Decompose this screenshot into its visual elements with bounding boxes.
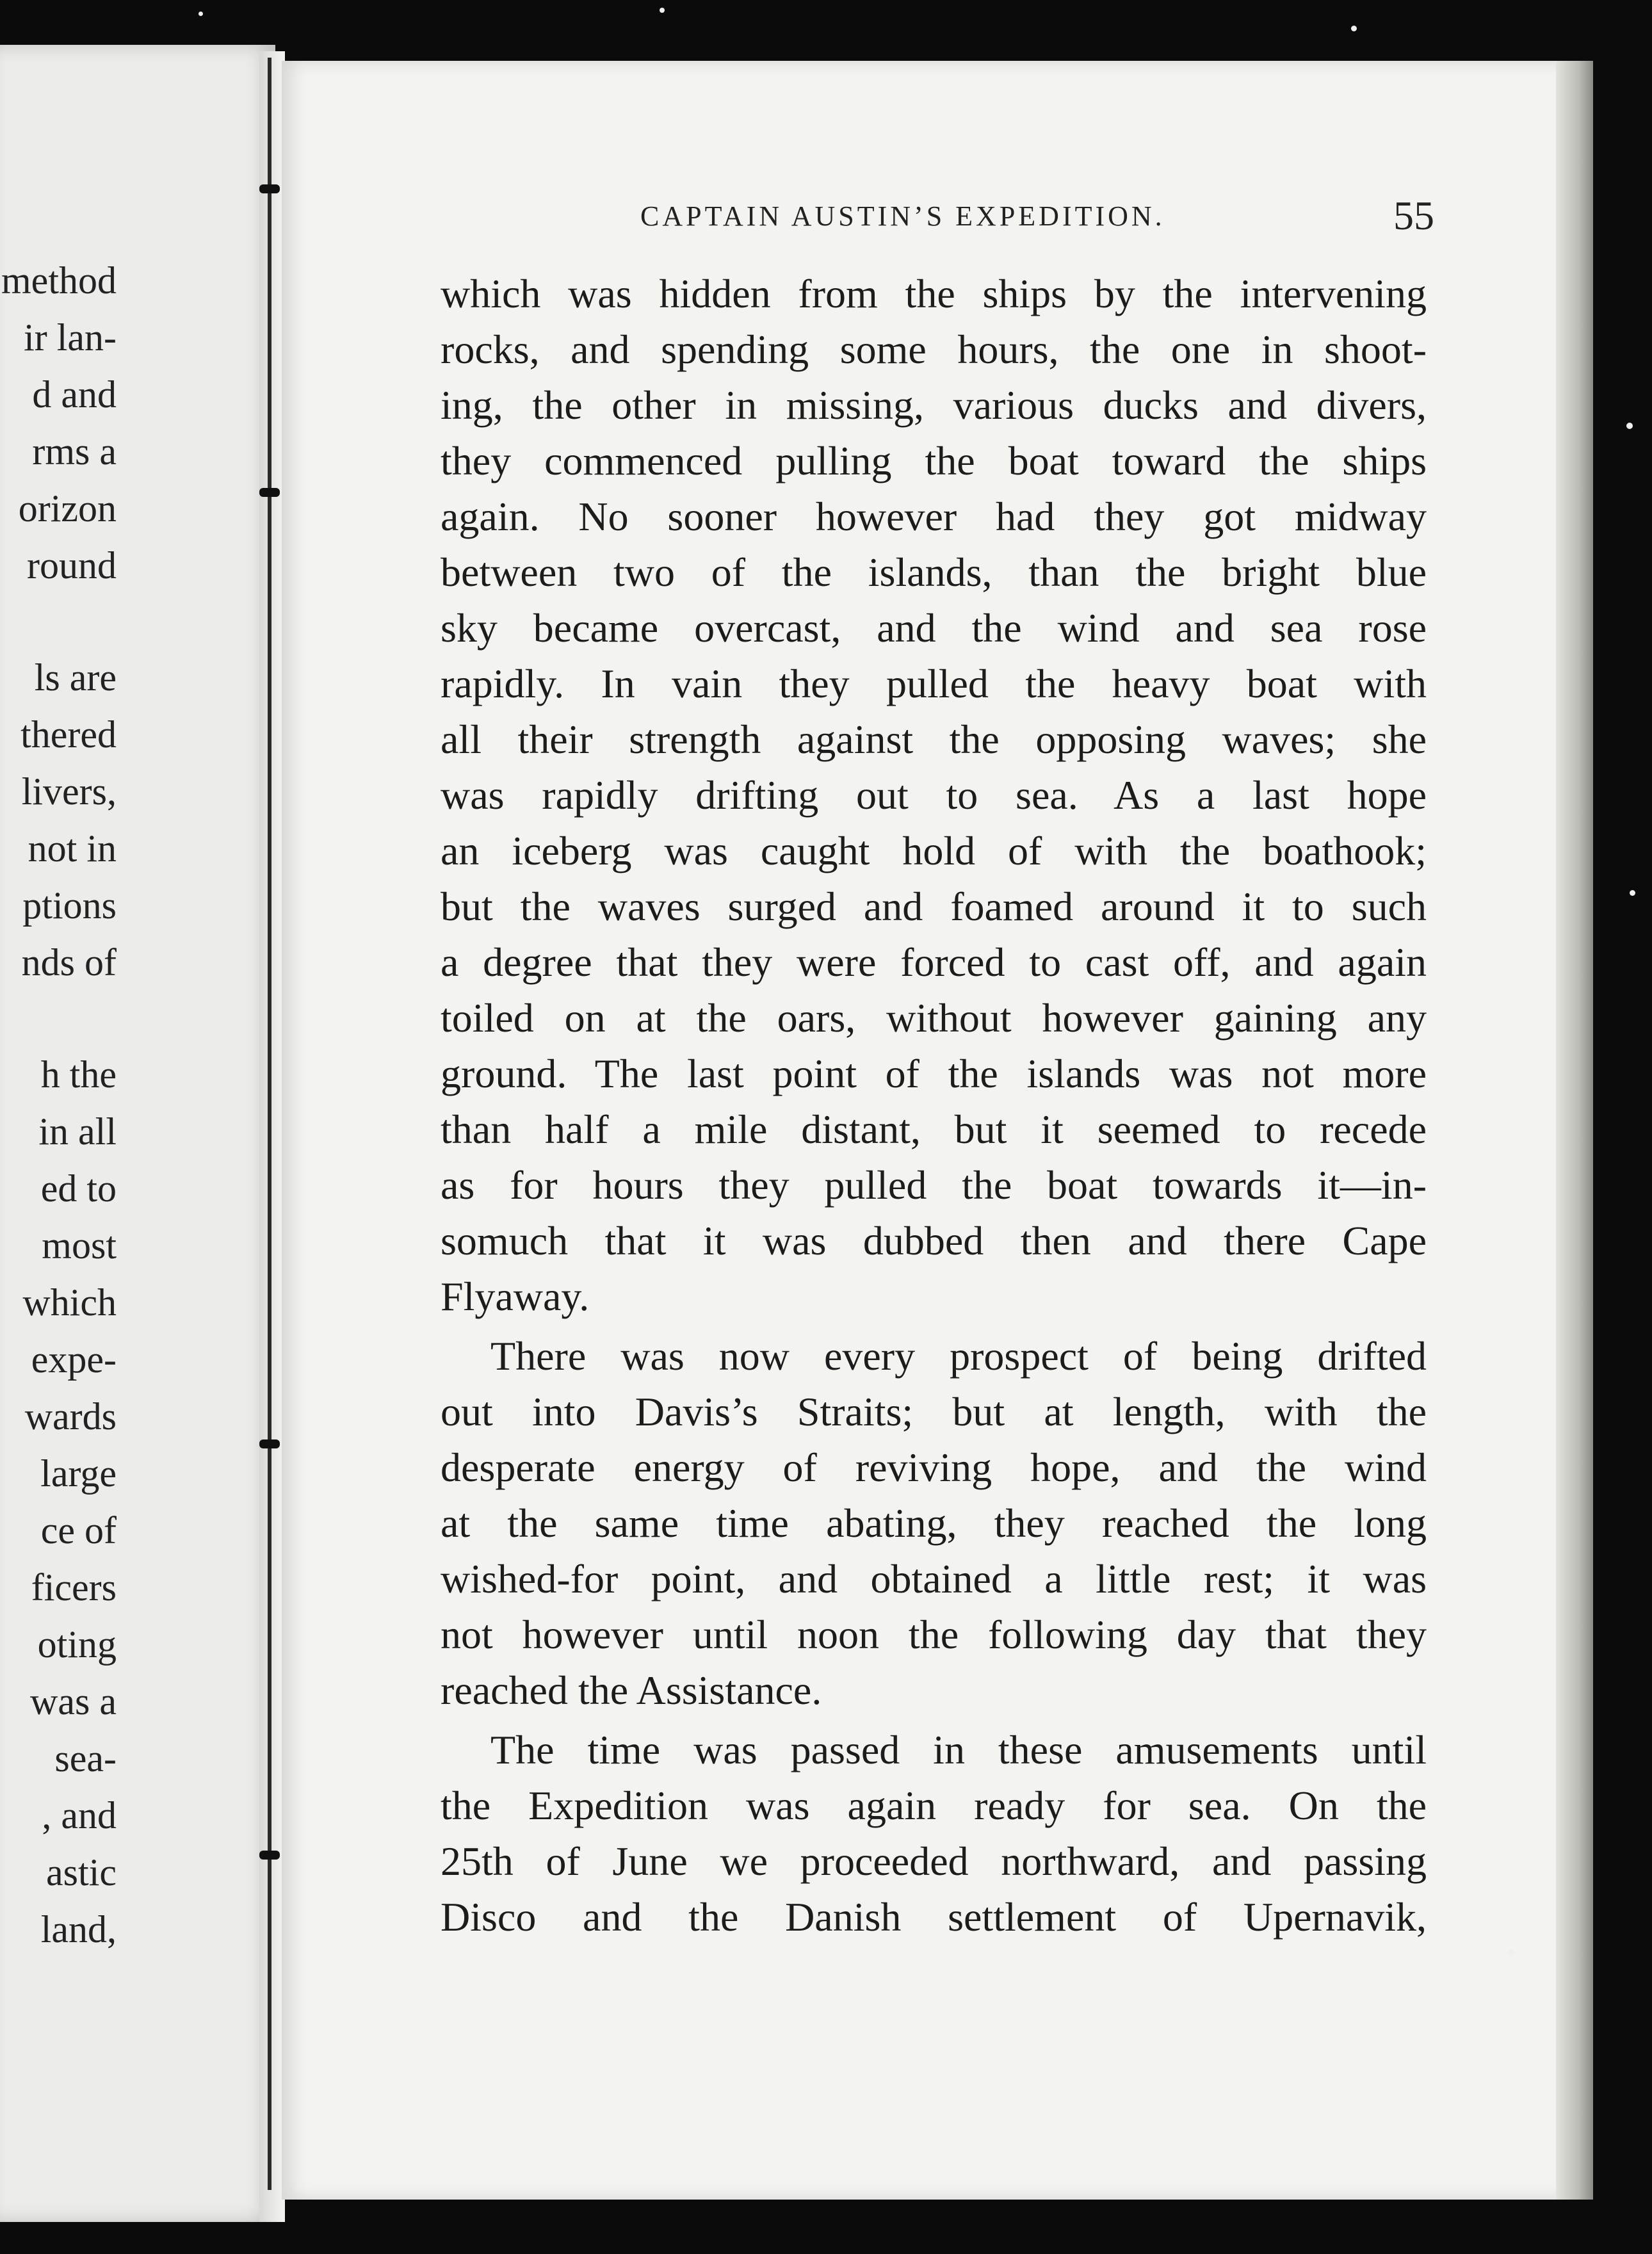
text-line: wished-for point, and obtained a little rest; it was <box>441 1556 1427 1601</box>
book-gutter <box>259 51 285 2222</box>
text-line: toiled on at the oars, without however gaining any <box>441 995 1427 1041</box>
previous-page-fragment: nds of <box>21 941 117 984</box>
scan-speck <box>1351 26 1357 31</box>
text-line: but the waves surged and foamed around it to such <box>441 884 1427 929</box>
text-line: There was now every prospect of being drifted <box>490 1333 1427 1379</box>
previous-page-fragment: land, <box>40 1908 117 1950</box>
previous-page-fragment: ptions <box>22 884 117 927</box>
text-line: sky became overcast, and the wind and sea rose <box>441 605 1427 651</box>
previous-page-fragment: thered <box>20 713 117 756</box>
text-line: between two of the islands, than the bright blue <box>441 549 1427 595</box>
text-line: not however until noon the following day that they <box>441 1612 1427 1657</box>
previous-page-fragment: ed to <box>40 1167 117 1210</box>
previous-page-fragment: ir lan- <box>24 316 117 359</box>
previous-page-fragment: was a <box>30 1680 117 1723</box>
previous-page-fragment: oting <box>37 1623 117 1666</box>
text-line: which was hidden from the ships by the intervening <box>441 271 1427 316</box>
text-line: ing, the other in missing, various ducks and divers, <box>441 382 1427 428</box>
running-head: CAPTAIN AUSTIN’S EXPEDITION. <box>640 200 1165 232</box>
text-line: out into Davis’s Straits; but at length, with the <box>441 1389 1427 1434</box>
text-line: rocks, and spending some hours, the one in shoot- <box>441 327 1427 372</box>
scan-speck <box>1626 423 1633 429</box>
scan-speck <box>1630 890 1635 896</box>
scan-speck <box>198 12 203 16</box>
page-edge <box>1556 61 1593 2200</box>
previous-page-fragment: method <box>1 259 117 302</box>
previous-page-fragment: not in <box>28 827 117 870</box>
previous-page-fragment: ficers <box>31 1566 117 1609</box>
text-line: all their strength against the opposing waves; she <box>441 717 1427 762</box>
text-line: Disco and the Danish settlement of Upernavik, <box>441 1894 1427 1940</box>
previous-page-fragment: sea- <box>54 1737 117 1780</box>
previous-page-fragment: rms a <box>32 430 117 473</box>
text-line: a degree that they were forced to cast off, and again <box>441 939 1427 985</box>
binding-stitch <box>259 184 280 193</box>
text-line: somuch that it was dubbed then and there Cape <box>441 1218 1427 1263</box>
text-line: at the same time abating, they reached the long <box>441 1500 1427 1546</box>
previous-page-fragment: expe- <box>31 1338 117 1381</box>
text-line: reached the Assistance. <box>441 1667 822 1713</box>
previous-page <box>0 45 275 2222</box>
scan-speck <box>660 8 665 13</box>
page-number: 55 <box>1393 193 1434 238</box>
previous-page-fragment: in all <box>38 1110 117 1153</box>
text-line: desperate energy of reviving hope, and the wind <box>441 1445 1427 1490</box>
text-line: than half a mile distant, but it seemed to recede <box>441 1107 1427 1152</box>
previous-page-fragment: ce of <box>40 1509 117 1552</box>
binding-stitch <box>259 1439 280 1448</box>
binding-stitch <box>259 488 280 497</box>
previous-page-fragment: orizon <box>18 487 117 530</box>
previous-page-fragment: which <box>22 1281 117 1324</box>
text-line: 25th of June we proceeded northward, and passing <box>441 1838 1427 1884</box>
previous-page-fragment: astic <box>46 1851 117 1893</box>
text-line: Flyaway. <box>441 1274 590 1319</box>
previous-page-fragment: wards <box>24 1395 117 1438</box>
previous-page-fragment: large <box>40 1452 117 1495</box>
page-header <box>640 192 1434 243</box>
text-line: The time was passed in these amusements until <box>490 1727 1427 1772</box>
body-text <box>441 266 1427 1945</box>
previous-page-fragment: round <box>27 544 117 587</box>
previous-page-fragment: , and <box>42 1794 117 1836</box>
text-line: was rapidly drifting out to sea. As a last hope <box>441 772 1427 818</box>
text-line: as for hours they pulled the boat towards it—in- <box>441 1162 1427 1208</box>
binding-stitch <box>259 1851 280 1860</box>
previous-page-fragment: most <box>42 1224 117 1267</box>
previous-page-fragment: d and <box>32 373 117 416</box>
text-line: the Expedition was again ready for sea. On the <box>441 1783 1427 1828</box>
scan-speck <box>1508 1950 1514 1956</box>
text-line: they commenced pulling the boat toward the ships <box>441 438 1427 483</box>
text-line: an iceberg was caught hold of with the boathook; <box>441 828 1427 873</box>
text-line: rapidly. In vain they pulled the heavy boat with <box>441 661 1427 706</box>
text-line: ground. The last point of the islands was not more <box>441 1051 1427 1096</box>
previous-page-fragment: h the <box>40 1053 117 1096</box>
previous-page-fragment: ls are <box>34 656 117 699</box>
previous-page-fragment: livers, <box>21 770 117 813</box>
text-line: again. No sooner however had they got midway <box>441 494 1427 539</box>
binding-thread <box>268 58 271 2190</box>
